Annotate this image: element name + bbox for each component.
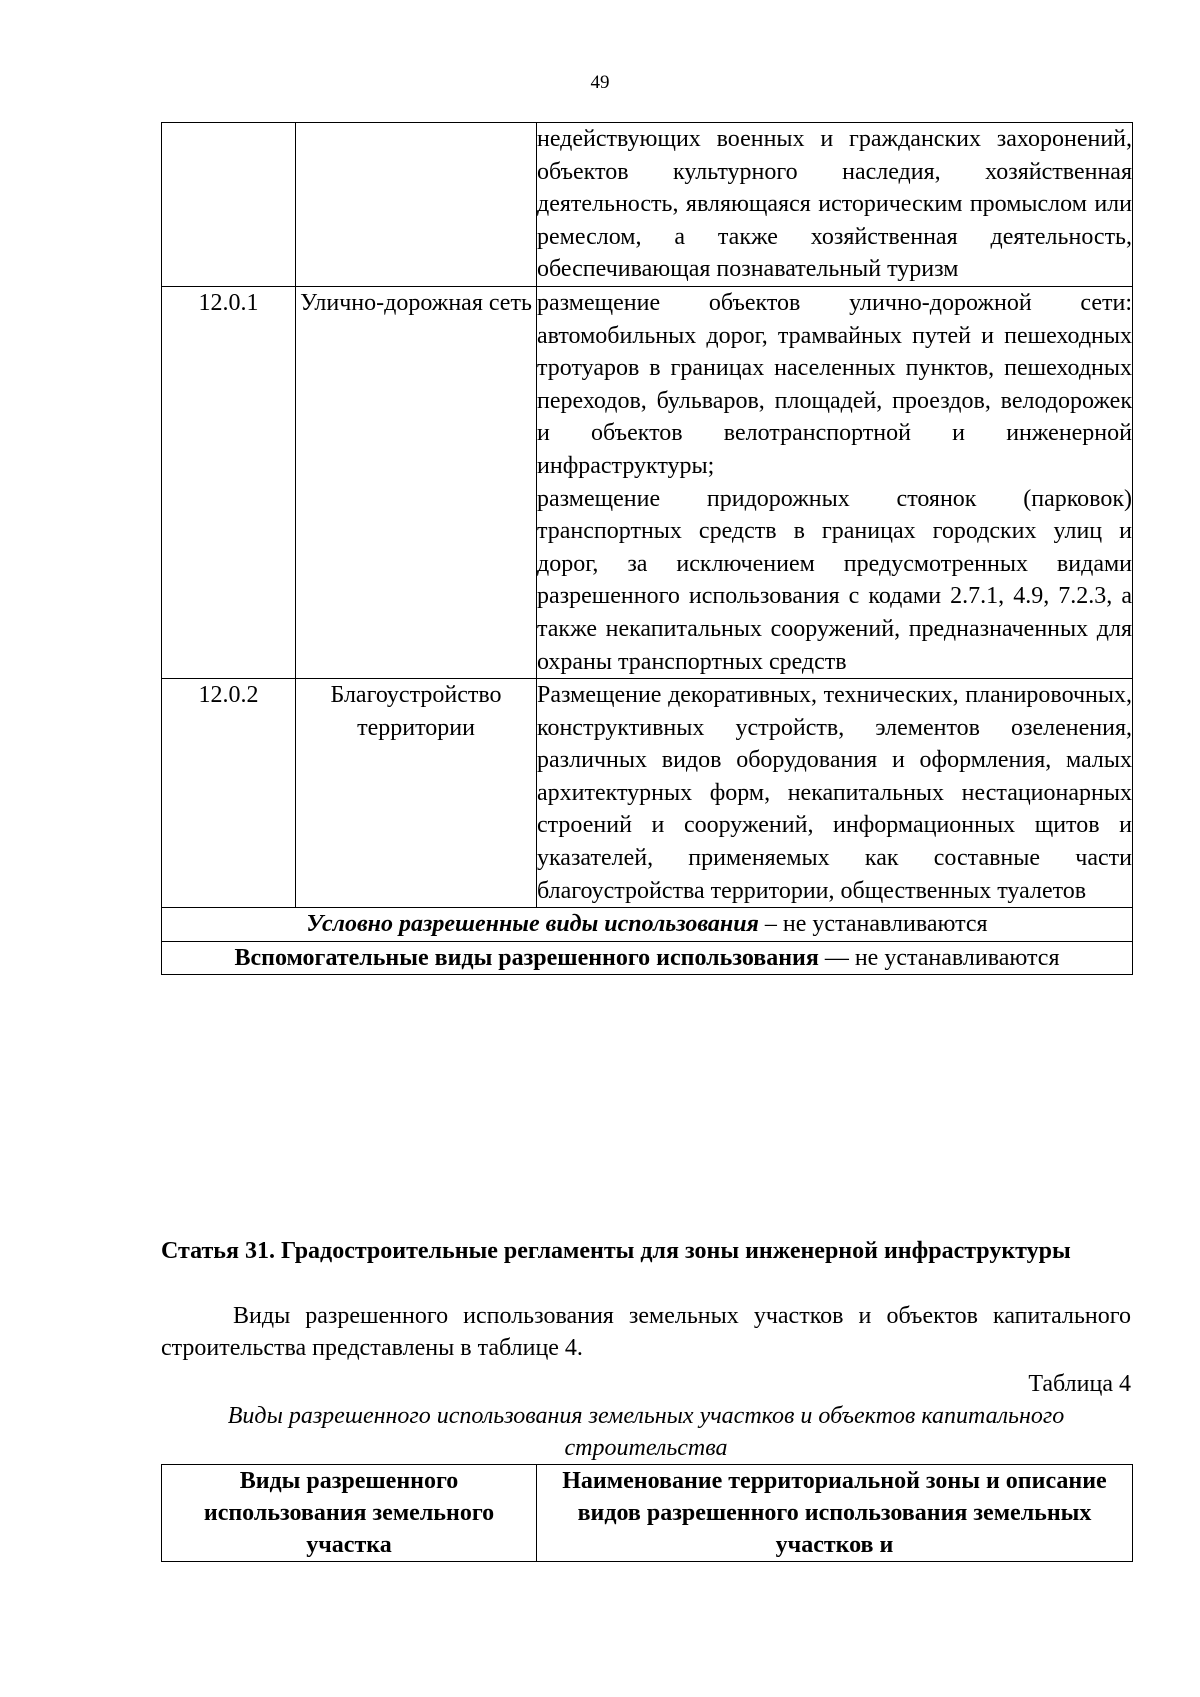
land-use-table-4 xyxy=(161,1464,1133,1562)
row-code: 12.0.2 xyxy=(162,679,296,908)
description-paragraph: недействующих военных и гражданских захоронений, объектов культурного наследия, хозяйственная деятельность, являющаяся историческим промыслом или ремеслом, а также хозяйственная деятельность, обеспечивающая познавательный туризм xyxy=(537,126,1132,283)
article-paragraph: Виды разрешенного использования земельных участков и объектов капитального строительства представлены в таблице 4. xyxy=(161,1303,1131,1361)
page-number: 49 xyxy=(590,72,610,93)
conditional-uses-row xyxy=(162,908,1133,942)
table-caption: Виды разрешенного использования земельных участков и объектов капитального строительства xyxy=(227,1403,1065,1461)
row-description xyxy=(537,286,1133,678)
table-header-row xyxy=(162,1465,1133,1562)
column-header: Виды разрешенного использования земельного участка xyxy=(162,1465,537,1562)
auxiliary-uses-title: Вспомогательные виды разрешенного использования xyxy=(234,944,819,971)
table-row xyxy=(162,679,1133,908)
auxiliary-uses-status: — не устанавливаются xyxy=(818,944,1060,971)
table-row xyxy=(162,286,1133,678)
conditional-uses-status: – не устанавливаются xyxy=(758,911,988,938)
table-row xyxy=(162,123,1133,287)
column-header: Наименование территориальной зоны и описание видов разрешенного использования земельных участков и xyxy=(537,1465,1133,1562)
row-name: Благоустройство территории xyxy=(296,679,537,908)
row-code xyxy=(162,123,296,287)
description-paragraph: размещение объектов улично-дорожной сети: автомобильных дорог, трамвайных путей и пешеходных тротуаров в границах населенных пунктов, пешеходных переходов, бульваров, площадей, проездов, велодорожек и объектов велотранспортной и инженерной инфраструктуры; xyxy=(537,289,1132,479)
land-use-table-continued xyxy=(161,122,1133,975)
conditional-uses-title: Условно разрешенные виды использования xyxy=(306,911,759,938)
description-paragraph: размещение придорожных стоянок (парковок) транспортных средств в границах городских улиц и дорог, за исключением предусмотренных видами разрешенного использования с кодами 2.7.1, 4.9, 7.2.3, а также некапитальных сооружений, предназначенных для охраны транспортных средств xyxy=(537,485,1132,675)
table-label: Таблица 4 xyxy=(1028,1371,1131,1397)
auxiliary-uses-cell xyxy=(162,941,1133,975)
row-description xyxy=(537,123,1133,287)
row-code: 12.0.1 xyxy=(162,286,296,678)
article-heading: Статья 31. Градостроительные регламенты для зоны инженерной инфраструктуры xyxy=(161,1238,1071,1264)
row-name: Улично-дорожная сеть xyxy=(296,286,537,678)
description-paragraph: Размещение декоративных, технических, планировочных, конструктивных устройств, элементов озеленения, различных видов оборудования и оформления, малых архитектурных форм, некапитальных нестационарных строений и сооружений, информационных щитов и указателей, применяемых как составные части благоустройства территории, общественных туалетов xyxy=(537,682,1132,904)
row-name xyxy=(296,123,537,287)
conditional-uses-cell xyxy=(162,908,1133,942)
auxiliary-uses-row xyxy=(162,941,1133,975)
row-description xyxy=(537,679,1133,908)
